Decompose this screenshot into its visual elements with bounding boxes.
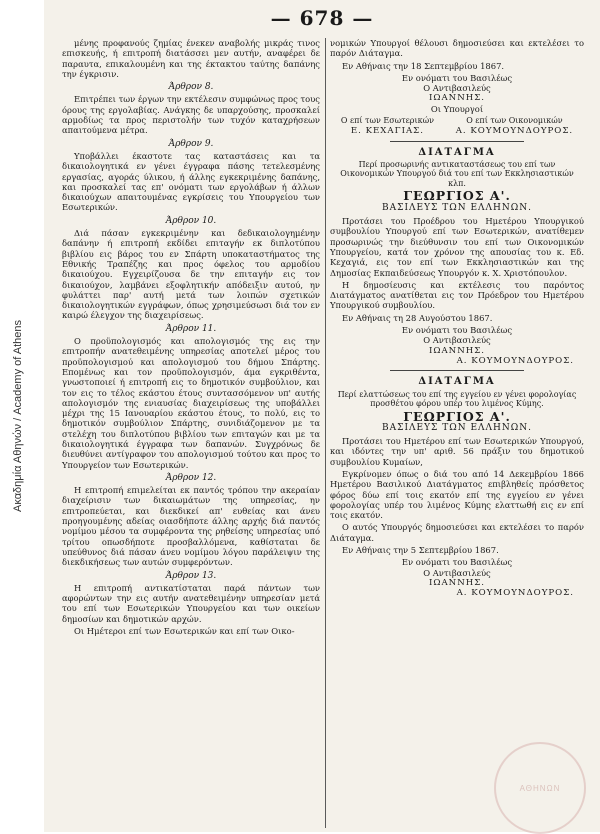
- signature-line: Ο Αντιβασιλεύς: [423, 335, 491, 346]
- king-name: ΓΕΩΡΓΙΟΣ Α'.: [403, 188, 511, 204]
- minister-signature: [341, 116, 434, 137]
- decree-heading: ΔΙΑΤΑΓΜΑ: [418, 146, 496, 158]
- page-number: — 678 —: [270, 6, 374, 30]
- paragraph: νομικών Υπουργοί θέλουσι δημοσιεύσει και εκτελέσει το παρόν Διάταγμα.: [330, 38, 584, 59]
- paragraph: Ο αυτός Υπουργός δημοσιεύσει και εκτελέσει το παρόν Διάταγμα.: [330, 522, 584, 543]
- signature-line: Εν ονόματι του Βασιλέως: [401, 557, 513, 568]
- left-column: [62, 38, 320, 638]
- paragraph: Υποβάλλει έκαστοτε τας καταστάσεις και τα δικαιολογητικά εν γένει έγγραφα πάσης τετελεσμένης εργασίας, αγοράς ύλικου, ή άλλης εγκεκριμένης δαπάνης, και προσκαλεί τας επ' ονόματι των εργολάβων ή άλλων δικαιούχων απαιτουμένας εγκρίσεις του Υπουργείου των Εσωτερικών.: [62, 150, 320, 213]
- article-heading: Άρθρον 11.: [165, 323, 217, 334]
- paragraph: Διά πάσαν εγκεκριμένην και δεδικαιολογημένην δαπάνην ή επιτροπή εκδίδει επιταγήν εκ διπλοτύπου βιβλίου εις βάρος του εν Σπάρτη υποκαταστήματος της Εθνικής Τραπέζης και προς όφελος του αρμοδίου δικαιούχου. Εγχειρίζουσα δε την επιταγήν εις τον δικαιούχον, λαμβάνει εξοφλητικήν απόδειξιν αυτού, ην φυλάττει παρ' αυτή μετά των λοιπών σχετικών δικαιολογητικών εγγράφων, όπως χρησιμεύσωσι διά τον εν καιρώ έλεγχον της διαχειρίσεως.: [62, 228, 320, 321]
- article-heading: Άρθρον 13.: [165, 570, 217, 581]
- paragraph: Οι Ημέτεροι επί των Εσωτερικών και επί των Οικο-: [74, 626, 295, 637]
- side-label-text: Ακαδημία Αθηνών / Academy of Athens: [12, 319, 25, 513]
- minister-title: Ο επί των Οικονομικών: [466, 116, 563, 126]
- academy-side-label: [0, 0, 40, 832]
- section-rule: [390, 141, 524, 142]
- paragraph: μένης προφανούς ζημίας ένεκεν αναβολής μικράς τινος επισκευής, ή επιτροπή διατάσσει μεν αυτήν, αναφέρει δε παραυτα, επικαλουμένη και της έκτακτου ταύτης δαπάνης την έγκρισιν.: [62, 38, 320, 79]
- decree-subtitle: Περί ελαττώσεως του επί της εγγείου εν γένει φορολογίας προσθέτου φόρου υπέρ του λιμένος Κύμης.: [337, 389, 577, 409]
- king-title: ΒΑΣΙΛΕΥΣ ΤΩΝ ΕΛΛΗΝΩΝ.: [382, 202, 532, 213]
- king-name: ΓΕΩΡΓΙΟΣ Α'.: [403, 408, 511, 424]
- column-divider: [325, 38, 326, 828]
- minister-name: Α. ΚΟΥΜΟΥΝΔΟΥΡΟΣ.: [455, 126, 574, 137]
- minister-signature-name: Α. ΚΟΥΜΟΥΝΔΟΥΡΟΣ.: [456, 588, 574, 599]
- stamp-text: ΑΘΗΝΩΝ: [519, 783, 561, 793]
- article-heading: Άρθρον 8.: [168, 82, 214, 93]
- paragraph: Επιτρέπει των έργων την εκτέλεσιν συμφώνως προς τους όρους της εργολαβίας. Ανάγκης δε υπαρχούσης, προσκαλεί αρμοδίως τα προς περιστολήν των τυχόν καταχρήσεων απαιτούμενα μέτρα.: [62, 94, 320, 136]
- signature-line: Ο Αντιβασιλεύς: [423, 567, 491, 578]
- paragraph: Η επιτροπή αντικατίσταται παρά πάντων των αφορώντων την εις αυτήν ανατεθειμένην υπηρεσίαν μετά του επί των Εσωτερικών Υπουργείου και των οικείων δημοσίων και δημοτικών αρχών.: [62, 582, 320, 624]
- paragraph: Η δημοσίευσις και εκτέλεσις του παρόντος Διατάγματος ανατίθεται εις τον Πρόεδρον του Ημετέρου Υπουργικού συμβουλίου.: [330, 279, 584, 311]
- article-heading: Άρθρον 10.: [165, 215, 217, 226]
- minister-title: Ο επί των Εσωτερικών: [340, 116, 435, 126]
- right-column: [330, 38, 584, 599]
- minister-signature: [456, 116, 573, 137]
- signature-line: Εν ονόματι του Βασιλέως: [401, 72, 513, 83]
- minister-signatures: [330, 116, 584, 137]
- paragraph: Εγκρίνομεν όπως ο διά του από 14 Δεκεμβρίου 1866 Ημετέρου Βασιλικού Διατάγματος επιβληθείς πρόσθετος φόρος δύω επί τοις εκατόν επί της εγγείου εν γένει φορολογίας υπέρ του λιμένος Κύμης ελαττωθή εις εν επί τοις εκατόν.: [330, 469, 584, 521]
- signature-name: ΙΩΑΝΝΗΣ.: [428, 345, 486, 356]
- signature-line: Εν ονόματι του Βασιλέως: [401, 325, 513, 336]
- minister-name: Ε. ΚΕΧΑΓΙΑΣ.: [350, 126, 424, 137]
- signature-line: Ο Αντιβασιλεύς: [423, 83, 491, 94]
- paragraph: Ο προϋπολογισμός και απολογισμός της εις την επιτροπήν ανατεθειμένης υπηρεσίας αποτελεί μέρος του προϋπολογισμού και απολογισμού του δήμου Σπάρτης. Επομένως και τον προϋπολογισμόν, άμα εγκριθέντα, γνωστοποιεί ή επιτροπή εις το δημοτικόν συμβούλιον, και τον εις το τέλος εκάστου έτους συντασσόμενον υπ' αυτής απολογισμόν της ενιαυσίας διαχειρίσεως της υποβάλλει μέχρι της 15 Ιανουαρίου εκάστου έτους, το πολύ, εις το δημοτικόν συμβούλιον Σπάρτης, συνιδιάζομενον με τα στελέχη του διπλοτύπου βιβλίου των επιταγών και με τα δικαιολογητικά έγγραφα των δαπανών. Συγχρόνως δε διευθύνει αντίγραφον του απολογισμού τούτου και προς το Υπουργείον των Εσωτερικών.: [62, 336, 320, 470]
- paragraph: Εν Αθήναις την 18 Σεπτεμβρίου 1867.: [342, 60, 505, 71]
- section-rule: [390, 370, 524, 371]
- gazette-page: [44, 0, 600, 832]
- minister-signature-name: Α. ΚΟΥΜΟΥΝΔΟΥΡΟΣ.: [456, 355, 574, 366]
- decree-subtitle: Περί προσωρινής αντικαταστάσεως του επί των Οικονομικών Υπουργού διά του επί των Εκκλησιαστικών κλπ.: [340, 159, 574, 188]
- decree-heading: ΔΙΑΤΑΓΜΑ: [418, 376, 496, 388]
- library-stamp: [494, 742, 586, 834]
- paragraph: Προτάσει του Προέδρου του Ημετέρου Υπουργικού συμβουλίου Υπουργού επί των Εσωτερικών, ανατίθεμεν προσωρινώς την διεύθυνσιν του επί των Οικονομικών Υπουργείου, κατά τον χρόνον της απουσίας του κ. Εδ. Κεχαγιά, εις τον επί των Εκκλησιαστικών και της Δημοσίας Εκπαιδεύσεως Υπουργόν κ. Χ. Χριστόπουλον.: [330, 216, 584, 278]
- signature-line: Οι Υπουργοί: [430, 103, 484, 114]
- paragraph: Η επιτροπή επιμελείται εκ παντός τρόπου την ακεραίαν διαχείρισιν των δικαιωμάτων της υπηρεσίας, ην επιτροπεύεται, και διεκδικεί απ' ευθείας και άνευ προηγουμένης αδείας οιασδήποτε άλλης αρχής διά παντός νομίμου μέσου τα συμφέροντα της ρηθείσης υπηρεσίας υπό τρίτου οπωσδήποτε προσβαλλόμενα, καθίσταται δε υπεύθυνος διά πάσαν άνευ νομίμου λόγου παράλειψιν της διεκδικήσεως των αυτών συμφερόντων.: [62, 485, 320, 568]
- signature-name: ΙΩΑΝΝΗΣ.: [428, 577, 486, 588]
- paragraph: Προτάσει του Ημετέρου επί των Εσωτερικών Υπουργού, και ιδόντες την υπ' αριθ. 56 πράξιν του δημοτικού συμβουλίου Κυμαίων,: [330, 436, 584, 467]
- paragraph: Εν Αθήναις την 5 Σεπτεμβρίου 1867.: [342, 545, 499, 556]
- signature-name: ΙΩΑΝΝΗΣ.: [428, 93, 486, 104]
- article-heading: Άρθρον 12.: [165, 472, 217, 483]
- article-heading: Άρθρον 9.: [168, 138, 214, 149]
- king-title: ΒΑΣΙΛΕΥΣ ΤΩΝ ΕΛΛΗΝΩΝ.: [382, 422, 532, 433]
- paragraph: Εν Αθήναις τη 28 Αυγούστου 1867.: [342, 312, 493, 323]
